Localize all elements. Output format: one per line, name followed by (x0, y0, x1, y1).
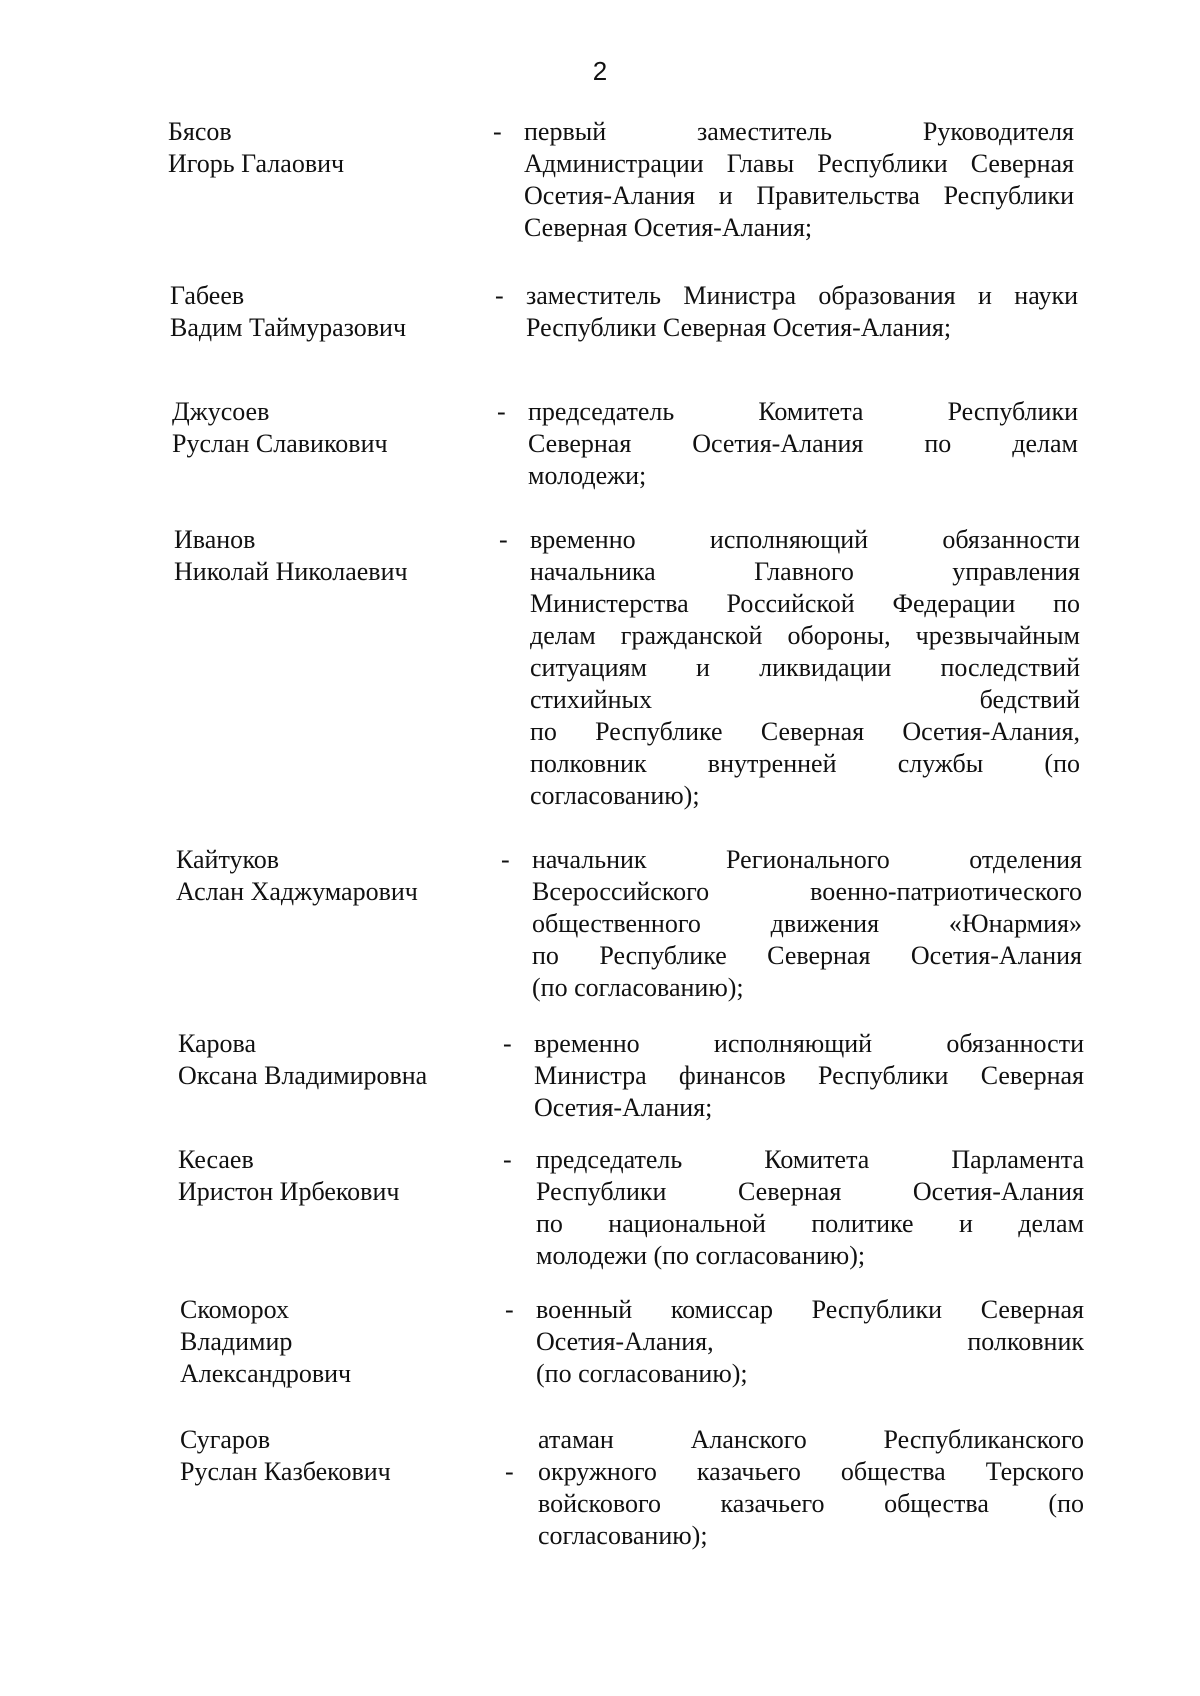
member-name (168, 116, 468, 180)
role-line: Всероссийского военно-патриотического (532, 877, 1082, 906)
member-given-names: Николай Николаевич (174, 557, 408, 586)
role-line: делам гражданской обороны, чрезвычайным (530, 621, 1080, 650)
member-surname: Скоморох (180, 1295, 289, 1324)
role-line: начальника Главного управления (530, 557, 1080, 586)
role-line: председатель Комитета Парламента (536, 1145, 1084, 1174)
role-line: временно исполняющий обязанности (530, 525, 1080, 554)
role-line: военный комиссар Республики Северная (536, 1295, 1084, 1324)
member-given-names: Аслан Хаджумарович (176, 877, 418, 906)
role-line: заместитель Министра образования и науки (526, 281, 1078, 310)
member-role (528, 396, 1078, 492)
role-line: Осетия-Алания и Правительства Республики (524, 181, 1074, 210)
separator-dash: - (495, 281, 504, 310)
member-name (178, 1144, 478, 1208)
member-role (536, 1144, 1084, 1272)
member-surname: Кесаев (178, 1145, 254, 1174)
separator-dash: - (503, 1145, 512, 1174)
role-line: начальник Регионального отделения (532, 845, 1082, 874)
member-name (174, 524, 474, 588)
role-line: молодежи; (528, 461, 647, 490)
member-role (532, 844, 1082, 1004)
role-line: Министерства Российской Федерации по (530, 589, 1080, 618)
member-surname: Габеев (170, 281, 245, 310)
role-line: окружного казачьего общества Терского (538, 1457, 1084, 1486)
role-line: Осетия-Алания; (534, 1093, 713, 1122)
role-line: Северная Осетия-Алания по делам (528, 429, 1078, 458)
member-role (524, 116, 1074, 244)
role-line: общественного движения «Юнармия» (532, 909, 1082, 938)
role-line: Министра финансов Республики Северная (534, 1061, 1084, 1090)
role-line: по национальной политике и делам (536, 1209, 1084, 1238)
member-role (536, 1294, 1084, 1390)
member-given-names: Вадим Таймуразович (170, 313, 407, 342)
role-line: Республики Северная Осетия-Алания (536, 1177, 1084, 1206)
separator-dash: - (505, 1457, 514, 1486)
member-name (170, 280, 470, 344)
separator-dash: - (493, 117, 502, 146)
member-given-names: Александрович (180, 1359, 352, 1388)
role-line: стихийных бедствий (530, 685, 1080, 714)
role-line: атаман Аланского Республиканского (538, 1425, 1084, 1454)
role-line: Осетия-Алания, полковник (536, 1327, 1084, 1356)
member-given-names: Игорь Галаович (168, 149, 345, 178)
member-role (526, 280, 1078, 344)
member-name (176, 844, 476, 908)
role-line: ситуациям и ликвидации последствий (530, 653, 1080, 682)
role-line: войскового казачьего общества (по (538, 1489, 1084, 1518)
member-given-names: Иристон Ирбекович (178, 1177, 400, 1206)
member-role (534, 1028, 1084, 1124)
member-role (530, 524, 1080, 812)
separator-dash: - (501, 845, 510, 874)
role-line: (по согласованию); (532, 973, 744, 1002)
member-given-names: Владимир (180, 1327, 293, 1356)
member-surname: Бясов (168, 117, 232, 146)
member-surname: Кайтуков (176, 845, 280, 874)
role-line: Северная Осетия-Алания; (524, 213, 813, 242)
member-name (172, 396, 472, 460)
role-line: Республики Северная Осетия-Алания; (526, 313, 952, 342)
member-name (180, 1294, 480, 1390)
separator-dash: - (505, 1295, 514, 1324)
member-surname: Иванов (174, 525, 256, 554)
member-surname: Джусоев (172, 397, 270, 426)
member-given-names: Руслан Славикович (172, 429, 388, 458)
role-line: по Республике Северная Осетия-Алания (532, 941, 1082, 970)
role-line: молодежи (по согласованию); (536, 1241, 866, 1270)
separator-dash: - (497, 397, 506, 426)
member-name (180, 1424, 480, 1488)
role-line: (по согласованию); (536, 1359, 748, 1388)
role-line: по Республике Северная Осетия-Алания, (530, 717, 1080, 746)
role-line: полковник внутренней службы (по (530, 749, 1080, 778)
role-line: председатель Комитета Республики (528, 397, 1078, 426)
page-number: 2 (592, 56, 608, 86)
role-line: согласованию); (538, 1521, 708, 1550)
member-given-names: Оксана Владимировна (178, 1061, 428, 1090)
role-line: согласованию); (530, 781, 700, 810)
separator-dash: - (499, 525, 508, 554)
separator-dash: - (503, 1029, 512, 1058)
role-line: Администрации Главы Республики Северная (524, 149, 1074, 178)
role-line: первый заместитель Руководителя (524, 117, 1074, 146)
role-line: временно исполняющий обязанности (534, 1029, 1084, 1058)
member-surname: Карова (178, 1029, 257, 1058)
member-surname: Сугаров (180, 1425, 271, 1454)
member-role (538, 1424, 1084, 1552)
member-given-names: Руслан Казбекович (180, 1457, 391, 1486)
member-name (178, 1028, 478, 1092)
